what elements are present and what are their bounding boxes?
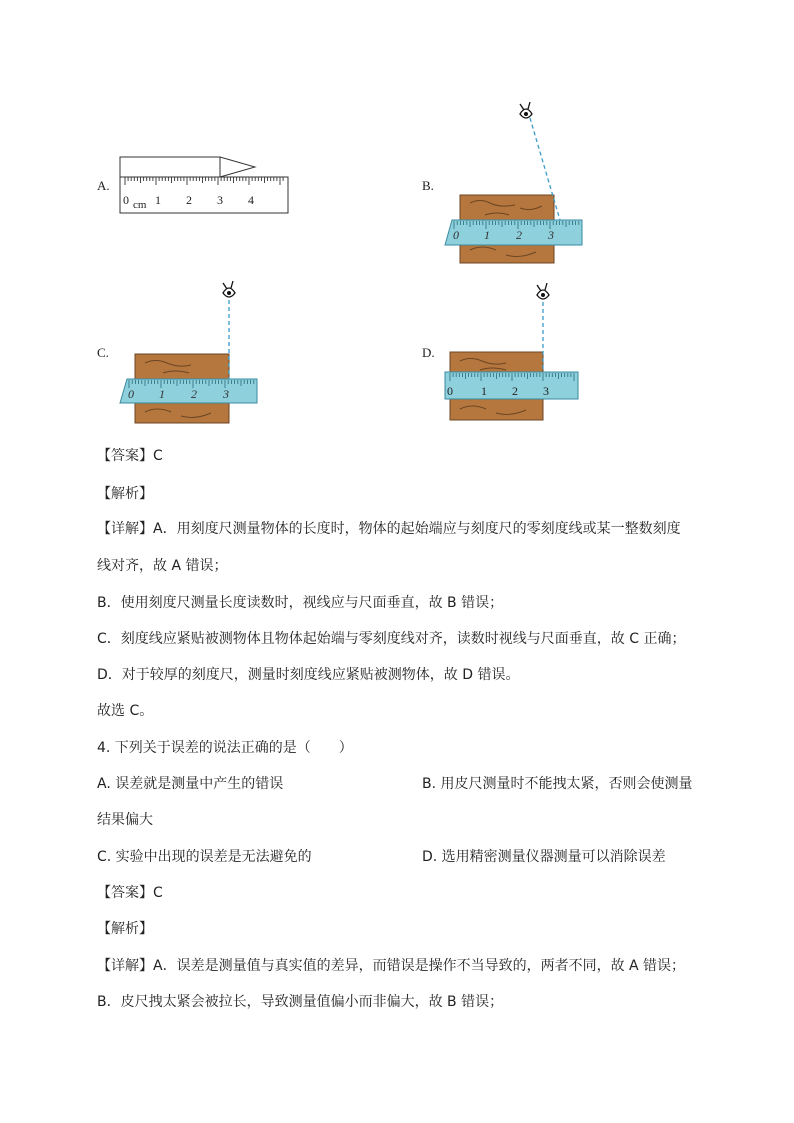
figure-c-tick-0: 0 (128, 387, 134, 401)
q4-option-b-cont: 结果偏大 (97, 812, 153, 828)
q4-stem: 4. 下列关于误差的说法正确的是（ ） (97, 740, 353, 756)
figure-a-unit: cm (133, 199, 147, 211)
figure-d-tick-1: 1 (481, 384, 487, 398)
figure-a-tick-0: 0 (123, 193, 129, 207)
option-b-label: B. (422, 178, 434, 193)
figure-b-tick-1: 1 (484, 228, 490, 242)
figure-a-ruler-pencil (115, 150, 295, 220)
figure-c-ruler-block (115, 275, 265, 430)
q3-answer: 【答案】C (97, 448, 163, 464)
q4-analysis-heading: 【解析】 (97, 921, 153, 937)
q3-detail-d: D．对于较厚的刻度尺，测量时刻度线应紧贴被测物体，故 D 错误。 (97, 667, 520, 683)
q3-choose: 故选 C。 (97, 703, 154, 719)
figure-c-tick-1: 1 (159, 387, 165, 401)
q4-detail-b: B．皮尺拽太紧会被拉长，导致测量值偏小而非偏大，故 B 错误； (97, 994, 504, 1010)
q4-option-c: C. 实验中出现的误差是无法避免的 (97, 849, 312, 865)
q4-option-d: D. 选用精密测量仪器测量可以消除误差 (422, 849, 666, 865)
option-a-label: A. (97, 178, 110, 193)
q3-detail-b: B．使用刻度尺测量长度读数时，视线应与尺面垂直，故 B 错误； (97, 595, 504, 611)
figure-d-tick-3: 3 (543, 384, 549, 398)
option-d-label: D. (422, 345, 435, 360)
q3-analysis-heading: 【解析】 (97, 486, 153, 502)
q4-option-a: A. 误差就是测量中产生的错误 (97, 776, 284, 792)
q3-detail-a: 【详解】A．用刻度尺测量物体的长度时，物体的起始端应与刻度尺的零刻度线或某一整数刻度 (97, 521, 681, 537)
figure-b-tick-3: 3 (548, 228, 554, 242)
figure-a-tick-3: 3 (217, 193, 223, 207)
figure-d-ruler-block (440, 275, 590, 430)
figure-b-tick-0: 0 (453, 228, 459, 242)
q4-option-b: B. 用皮尺测量时不能拽太紧，否则会使测量 (422, 776, 693, 792)
figure-c-tick-3: 3 (223, 387, 229, 401)
q4-detail-a: 【详解】A．误差是测量值与真实值的差异，而错误是操作不当导致的，两者不同，故 A 错误； (97, 958, 686, 974)
figure-b-tick-2: 2 (516, 228, 522, 242)
option-c-label: C. (97, 345, 109, 360)
figure-b-ruler-block (440, 100, 590, 270)
q3-detail-c: C．刻度线应紧贴被测物体且物体起始端与零刻度线对齐，读数时视线与尺面垂直，故 C 正确； (97, 631, 686, 647)
figure-a-tick-1: 1 (155, 193, 161, 207)
figure-a-tick-2: 2 (186, 193, 192, 207)
figure-a-tick-4: 4 (248, 193, 254, 207)
q3-detail-a-cont: 线对齐，故 A 错误； (97, 558, 228, 574)
q4-answer: 【答案】C (97, 885, 163, 901)
figure-d-tick-2: 2 (512, 384, 518, 398)
figure-d-tick-0: 0 (447, 384, 453, 398)
figure-c-tick-2: 2 (191, 387, 197, 401)
